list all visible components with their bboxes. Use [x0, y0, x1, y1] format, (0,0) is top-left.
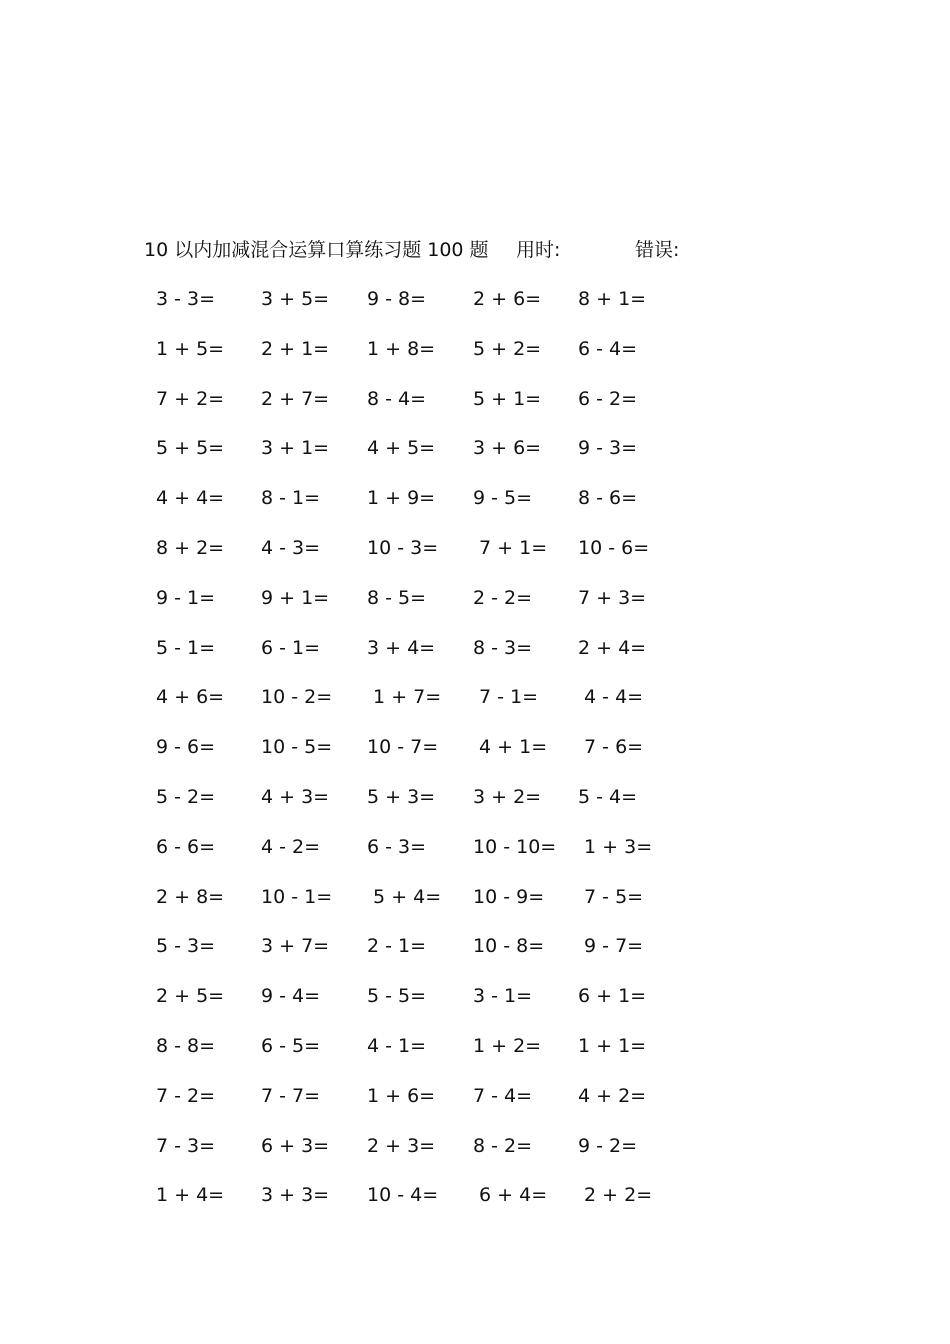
exercise-problem: 6 - 1= [261, 636, 321, 659]
exercise-problem: 5 + 4= [367, 885, 442, 908]
exercise-problem: 3 + 1= [261, 437, 330, 460]
exercise-problem: 3 - 3= [156, 288, 216, 310]
exercise-row [150, 485, 710, 535]
exercise-problem: 2 + 6= [473, 288, 542, 310]
exercise-problem: 7 + 2= [156, 387, 225, 410]
exercise-problem: 10 - 5= [261, 736, 333, 759]
exercise-row [150, 884, 710, 934]
exercise-problem: 2 + 2= [578, 1184, 653, 1207]
exercise-problem: 6 + 4= [473, 1184, 548, 1207]
exercise-problem: 7 - 2= [156, 1084, 216, 1107]
exercise-problem: 7 - 5= [578, 885, 644, 908]
exercise-row [150, 535, 710, 585]
exercise-problem: 10 - 8= [473, 935, 545, 958]
exercise-problem: 1 + 2= [473, 1034, 542, 1057]
exercise-problem: 6 + 3= [261, 1134, 330, 1157]
exercise-problem: 1 + 3= [578, 835, 653, 858]
exercise-row [150, 386, 710, 436]
exercise-problem: 5 - 5= [367, 985, 427, 1008]
exercise-problem: 10 - 10= [473, 835, 557, 858]
exercise-row [150, 336, 710, 386]
exercise-row [150, 1033, 710, 1083]
exercise-problem: 9 + 1= [261, 586, 330, 609]
exercise-problem: 3 - 1= [473, 985, 533, 1008]
exercise-problem: 8 - 4= [367, 387, 427, 410]
exercise-row [150, 1133, 710, 1183]
exercise-problem: 8 - 3= [473, 636, 533, 659]
exercise-problem: 5 - 2= [156, 785, 216, 808]
exercise-problem: 8 - 2= [473, 1134, 533, 1157]
exercise-problem: 4 - 3= [261, 536, 321, 559]
exercise-problem: 9 - 7= [578, 935, 644, 958]
exercise-problem: 10 - 3= [367, 536, 439, 559]
exercise-row [150, 734, 710, 784]
exercise-problem: 1 + 1= [578, 1034, 647, 1057]
exercise-row [150, 435, 710, 485]
exercise-problem: 6 + 1= [578, 985, 647, 1008]
exercise-problem: 9 - 1= [156, 586, 216, 609]
exercise-problem: 1 + 9= [367, 487, 436, 510]
exercise-problem: 4 - 4= [578, 686, 644, 709]
exercise-problem: 9 - 8= [367, 288, 427, 310]
exercise-problem: 2 + 1= [261, 337, 330, 360]
exercise-problem: 4 + 1= [473, 736, 548, 759]
exercise-problem: 2 - 1= [367, 935, 427, 958]
exercise-row [150, 1083, 710, 1133]
exercise-problem: 2 + 4= [578, 636, 647, 659]
exercise-problem: 8 + 1= [578, 288, 647, 310]
worksheet-header [144, 236, 784, 264]
exercise-problem: 3 + 3= [261, 1184, 330, 1207]
exercise-row [150, 286, 710, 336]
exercise-problem: 3 + 6= [473, 437, 542, 460]
exercise-problem: 7 - 7= [261, 1084, 321, 1107]
exercise-problem: 1 + 4= [156, 1184, 225, 1207]
exercise-problem: 5 + 2= [473, 337, 542, 360]
exercise-problem: 7 + 3= [578, 586, 647, 609]
exercise-problem: 2 + 3= [367, 1134, 436, 1157]
exercise-problem: 7 - 1= [473, 686, 539, 709]
exercise-problem: 8 - 8= [156, 1034, 216, 1057]
exercise-row [150, 1182, 710, 1232]
exercise-problem: 4 + 6= [156, 686, 225, 709]
exercise-problem: 9 - 6= [156, 736, 216, 759]
exercise-problem: 10 - 2= [261, 686, 333, 709]
exercise-problem: 1 + 6= [367, 1084, 436, 1107]
exercise-row [150, 834, 710, 884]
exercise-row [150, 635, 710, 685]
exercise-problem: 10 - 6= [578, 536, 650, 559]
exercise-row [150, 933, 710, 983]
exercise-problem: 7 + 1= [473, 536, 548, 559]
exercise-problem: 5 - 3= [156, 935, 216, 958]
exercise-problem: 5 - 4= [578, 785, 638, 808]
exercise-problem: 10 - 7= [367, 736, 439, 759]
exercise-problem: 8 + 2= [156, 536, 225, 559]
exercise-problem: 9 - 5= [473, 487, 533, 510]
exercise-problem: 6 - 4= [578, 337, 638, 360]
exercise-problem: 2 + 7= [261, 387, 330, 410]
worksheet-title: 10 以内加减混合运算口算练习题 100 题 [144, 239, 489, 261]
exercise-problem: 6 - 5= [261, 1034, 321, 1057]
exercise-problem: 3 + 7= [261, 935, 330, 958]
exercise-row [150, 784, 710, 834]
exercise-problem: 4 - 1= [367, 1034, 427, 1057]
time-used-label: 用时: [516, 239, 561, 261]
exercise-problem: 10 - 1= [261, 885, 333, 908]
exercise-problem: 2 + 5= [156, 985, 225, 1008]
exercise-problem: 8 - 6= [578, 487, 638, 510]
errors-label: 错误: [635, 239, 680, 261]
exercise-problem: 1 + 8= [367, 337, 436, 360]
exercise-problem: 5 + 1= [473, 387, 542, 410]
exercise-problem: 6 - 2= [578, 387, 638, 410]
exercise-problem: 9 - 2= [578, 1134, 638, 1157]
exercise-problem: 2 - 2= [473, 586, 533, 609]
exercise-problem: 8 - 5= [367, 586, 427, 609]
exercise-problem: 5 - 1= [156, 636, 216, 659]
exercise-row [150, 983, 710, 1033]
exercise-problem: 4 + 2= [578, 1084, 647, 1107]
exercise-problem: 4 + 3= [261, 785, 330, 808]
exercise-problem: 7 - 6= [578, 736, 644, 759]
exercise-problem: 3 + 5= [261, 288, 330, 310]
exercise-row [150, 585, 710, 635]
exercise-problem: 8 - 1= [261, 487, 321, 510]
exercise-problem: 10 - 4= [367, 1184, 439, 1207]
exercise-problem: 1 + 7= [367, 686, 442, 709]
exercise-problem: 5 + 3= [367, 785, 436, 808]
exercise-problem: 9 - 3= [578, 437, 638, 460]
exercise-problem: 10 - 9= [473, 885, 545, 908]
exercise-problem: 3 + 4= [367, 636, 436, 659]
exercise-problem: 7 - 4= [473, 1084, 533, 1107]
exercise-grid [150, 286, 710, 1232]
exercise-problem: 3 + 2= [473, 785, 542, 808]
exercise-problem: 4 + 5= [367, 437, 436, 460]
exercise-problem: 4 + 4= [156, 487, 225, 510]
exercise-problem: 6 - 6= [156, 835, 216, 858]
exercise-problem: 1 + 5= [156, 337, 225, 360]
exercise-problem: 6 - 3= [367, 835, 427, 858]
exercise-problem: 9 - 4= [261, 985, 321, 1008]
exercise-row [150, 684, 710, 734]
exercise-problem: 7 - 3= [156, 1134, 216, 1157]
exercise-problem: 5 + 5= [156, 437, 225, 460]
exercise-problem: 2 + 8= [156, 885, 225, 908]
exercise-problem: 4 - 2= [261, 835, 321, 858]
